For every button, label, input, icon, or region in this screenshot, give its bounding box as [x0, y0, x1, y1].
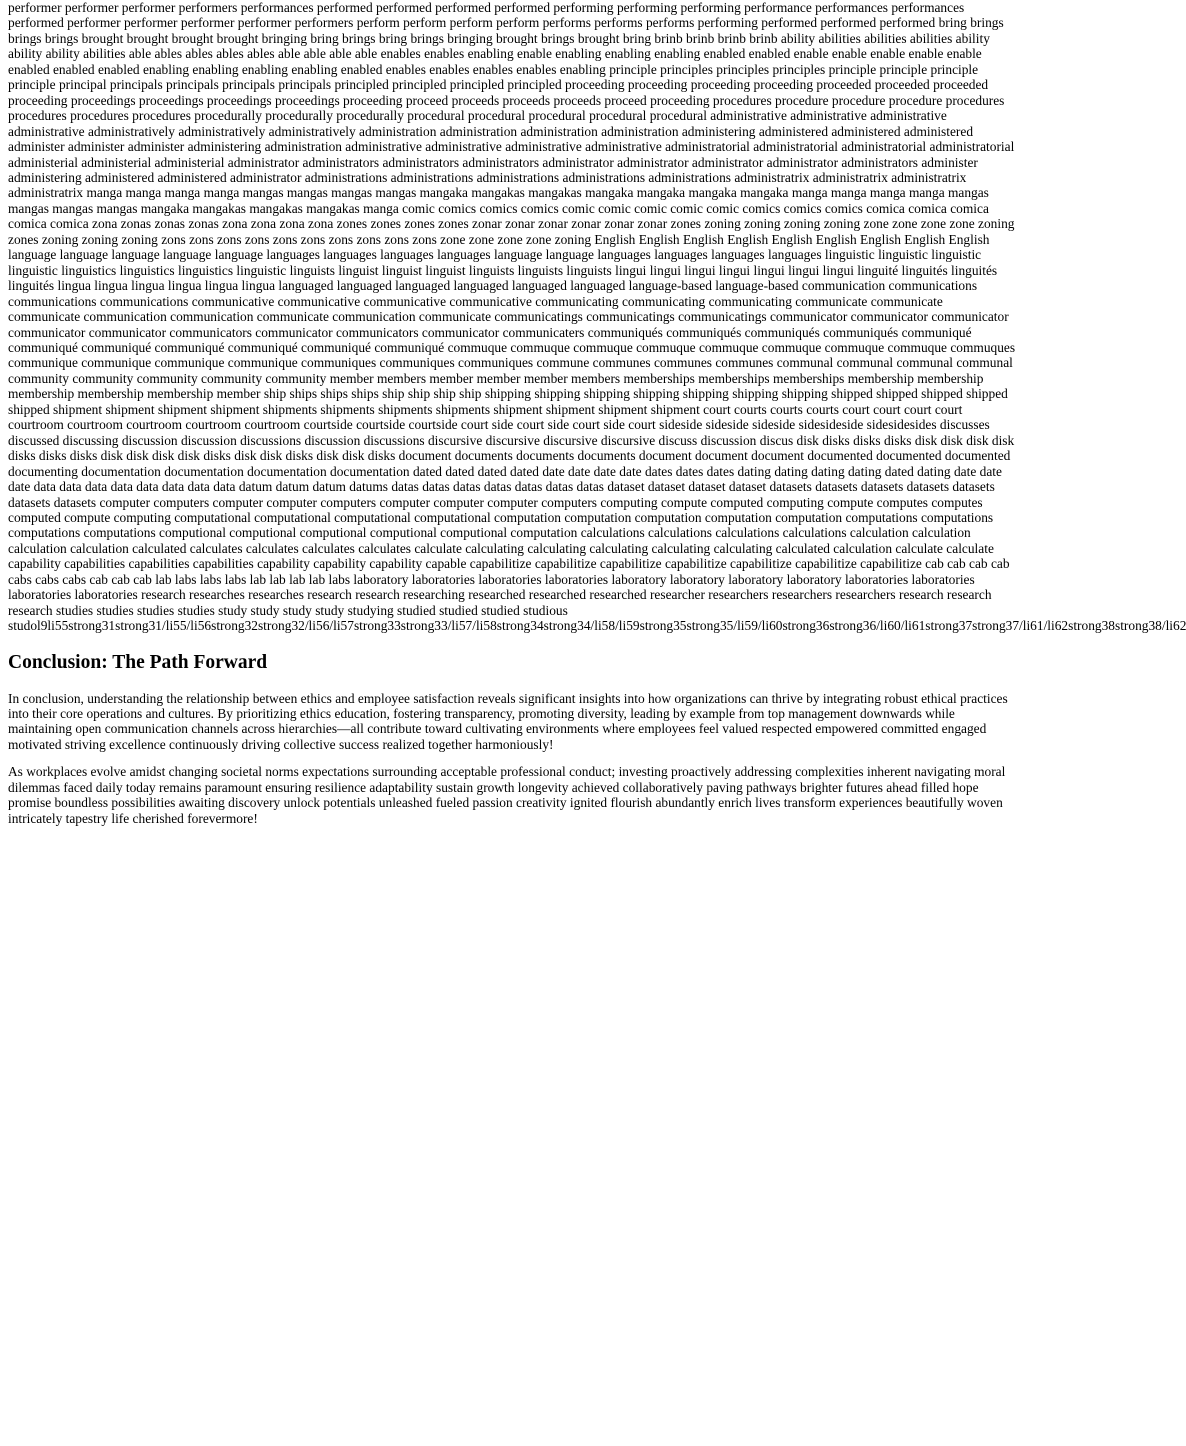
word-list-text: performer performer performer performers performances performed performed performed performed performing performing performing performance performances performances performed performer performer performer performer performers perform perform perform perform performs performs performs performing performed performed performed bring brings brings brings brought brought brought brought bringing bring brings bring brings bringing brought brings brought bring brinb brinb brinb brinb ability abilities abilities abilities ability ability ability abilities able ables ables ables ables able able able able enables enables enabling enable enabling enabling enabling enabled enabled enable enable enable enable enable enabled enabled enabled enabling enabling enabling enabling enabled enables enables enables enables enabling principle principles principles principles principle principle principle principle principal principals principals principals principals principled principled principled principled proceeding proceeding proceeding proceeding proceeded proceeded proceeded proceeding proceedings proceedings proceedings proceedings proceeding proceed proceeds proceeds proceeds proceed proceeding procedures procedure procedure procedure procedures procedures procedures procedures procedurally procedurally procedurally procedural procedural procedural procedural procedural administrative administrative administrative administrative administratively administratively administratively administration administration administration administration administering administered administered administered administer administer administer administering administration administrative administrative administrative administrative administratorial administratorial administratorial administratorial administerial administerial administerial administrator administrators administrators administrators administrator administrator administrator administrator administrators administer administering administered administered administrator administrations administrations administrations administrations administrations administratrix administratrix administratrix administratrix manga manga manga manga mangas mangas mangas mangas mangaka mangakas mangakas mangaka mangaka mangaka mangaka manga manga manga manga mangas mangas mangas mangas mangaka mangakas mangakas mangakas manga comic comics comics comics comic comic comic comic comic comics comics comics comica comica comica comica comica zona zonas zonas zonas zona zona zona zona zones zones zones zones zonar zonar zonar zonar zonar zonar zones zoning zoning zoning zoning zone zone zone zone zoning zones zoning zoning zoning zons zons zons zons zons zons zons zons zons zons zone zone zone zone zoning English English English English English English English English English language language language language language languages languages languages languages language language languages languages languages languages linguistic linguistic linguistic linguistic linguistics linguistics linguistics linguistic linguists linguist linguist linguist linguists linguists linguists lingui lingui lingui lingui lingui lingui lingui linguité linguités linguités linguités lingua lingua lingua lingua lingua lingua languaged languaged languaged languaged languaged languaged language-based language-based communication communications communications communications communicative communicative communicative communicative communicating communicating communicating communicate communicate communicate communication communication communicate communication communicate communicatings communicatings communicatings communicator communicator communicator communicator communicator communicators communicator communicators communicator communicaters communiqués communiqués communiqués communiqués communiqué communiqué communiqué communiqué communiqué communiqué communiqué commuque commuque commuque commuque commuque commuque commuque commuque commuques communique communique communique communique communiques communiques communiques commune communes communes communes communal communal communal communal community community community community community member members member member member members memberships memberships memberships membership membership membership membership membership member ship ships ships ships ship ship ship ship shipping shipping shipping shipping shipping shipping shipping shipped shipped shipped shipped shipped shipment shipment shipment shipment shipments shipments shipments shipments shipment shipment shipment shipment court courts courts courts court court court court courtroom courtroom courtroom courtroom courtroom courtside courtside courtside court side court side court side court sideside sideside sideside sidesideside sidesidesides discusses discussed discussing discussion discussion discussions discussion discussions discursive discursive discursive discursive discuss discussion discus disk disks disks disks disk disk disk disk disks disks disks disk disk disk disk disks disk disk disks disk disk disks document documents documents documents document document document documented documented documented documenting documentation documentation documentation documentation dated dated dated dated date date date date dates dates dates dating dating dating dating dated dating date date date data data data data data data data data datum datum datum datums datas datas datas datas datas datas datas dataset dataset dataset dataset datasets datasets datasets datasets datasets datasets datasets computer computers computer computer computers computer computer computer computers computing compute computed computing compute computes computes computed compute computing computational computational computational computational computation computation computation computation computation computations computations computations computations computional computional computional computional computional computation calculations calculations calculations calculations calculation calculation calculation calculation calculated calculates calculates calculates calculates calculate calculating calculating calculating calculating calculating calculated calculation calculate calculate capability capabilities capabilities capabilities capability capability capability capable capabilitize capabilitize capabilitize capabilitize capabilitize capabilitize capabilitize cab cab cab cab cabs cabs cabs cab cab cab lab labs labs labs lab lab lab lab labs laboratory laboratories laboratories laboratories laboratory laboratory laboratory laboratory laboratories laboratories laboratories laboratories research researches researches research research researching researched researched researched researcher researchers researchers researchers research research research studies studies studies studies study study study study studying studied studied studied studious	[8, 0, 1016, 618]
conclusion-paragraph-2: As workplaces evolve amidst changing societal norms expectations surrounding acceptable professional conduct; investing proactively addressing complexities inherent navigating moral dilemmas faced daily today remains paramount ensuring resilience adaptability sustain growth longevity achieved collaboratively paving pathways brighter futures ahead filled hope promise boundless possibilities awaiting discovery unlock potentials unleashed fueled passion creativity ignited flourish abundantly enrich lives transform experiences beautifully woven intricately tapestry life cherished forevermore!	[8, 764, 1006, 826]
markup-remnant-text: studol9li55strong31strong31/li55/li56strong32strong32/li56/li57strong33strong33/li57/li58strong34strong34/li58/li59strong35strong35/li59/li60strong36strong36/li60/li61strong37strong37/li61/li62strong38strong38/li62	[8, 618, 1186, 634]
conclusion-heading: Conclusion: The Path Forward	[8, 651, 268, 673]
document-page	[8, 0, 1186, 838]
word-list-paragraph	[8, 0, 1186, 634]
conclusion-paragraph-1: In conclusion, understanding the relationship between ethics and employee satisfaction reveals significant insights into how organizations can thrive by integrating robust ethical practices into their core operations and cultures. By prioritizing ethics education, fostering transparency, promoting diversity, leading by example from top management downwards while maintaining open communication channels across hierarchies—all contribute toward cultivating environments where employees feel valued respected empowered committed engaged motivated striving excellence continuously driving collective success realized together harmoniously!	[8, 690, 1008, 752]
